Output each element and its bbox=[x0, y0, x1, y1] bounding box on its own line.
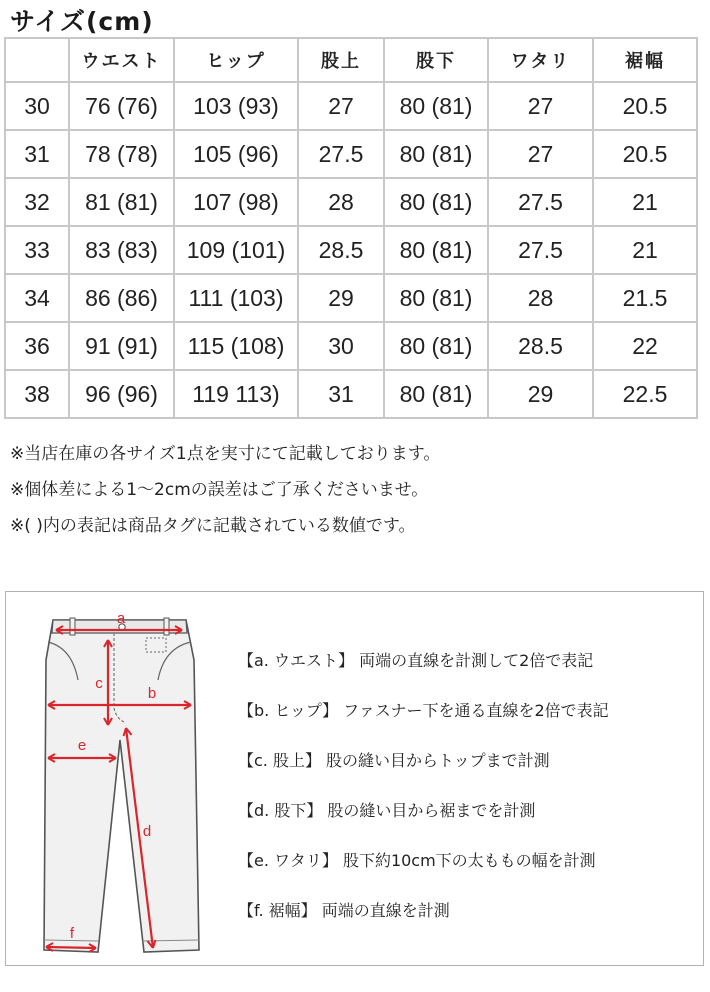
table-cell: 86 (86) bbox=[70, 275, 173, 321]
table-row bbox=[6, 83, 696, 129]
note-line: ※個体差による1〜2cmの誤差はご了承くださいませ。 bbox=[10, 480, 429, 500]
table-cell: 80 (81) bbox=[385, 371, 487, 417]
header-cell bbox=[6, 39, 68, 81]
size-label-cell: 33 bbox=[6, 227, 68, 273]
table-cell: 119 113) bbox=[175, 371, 297, 417]
measure-label-f: f bbox=[69, 925, 75, 942]
legend-item-hem: 【f. 裾幅】 両端の直線を計測 bbox=[238, 901, 450, 920]
table-cell: 21 bbox=[594, 227, 696, 273]
size-label-cell: 38 bbox=[6, 371, 68, 417]
note-line: ※当店在庫の各サイズ1点を実寸にて記載しております。 bbox=[10, 444, 441, 464]
table-cell: 27 bbox=[299, 83, 383, 129]
table-row bbox=[6, 371, 696, 417]
table-cell: 81 (81) bbox=[70, 179, 173, 225]
size-label-cell: 34 bbox=[6, 275, 68, 321]
measure-label-a: a bbox=[116, 610, 126, 627]
table-cell: 30 bbox=[299, 323, 383, 369]
table-cell: 103 (93) bbox=[175, 83, 297, 129]
legend-item-waist: 【a. ウエスト】 両端の直線を計測して2倍で表記 bbox=[238, 651, 594, 670]
table-cell: 80 (81) bbox=[385, 83, 487, 129]
table-header-row bbox=[6, 39, 696, 81]
table-cell: 83 (83) bbox=[70, 227, 173, 273]
note-line: ※( )内の表記は商品タグに記載されている数値です。 bbox=[10, 516, 416, 536]
page-title: サイズ(cm) bbox=[10, 7, 154, 36]
table-row bbox=[6, 275, 696, 321]
table-cell: 80 (81) bbox=[385, 179, 487, 225]
pants-diagram-icon bbox=[36, 600, 206, 960]
measure-label-d: d bbox=[142, 823, 152, 840]
table-row bbox=[6, 227, 696, 273]
header-cell-hem: 裾幅 bbox=[594, 39, 696, 81]
table-cell: 76 (76) bbox=[70, 83, 173, 129]
table-cell: 28.5 bbox=[299, 227, 383, 273]
table-cell: 105 (96) bbox=[175, 131, 297, 177]
table-cell: 27.5 bbox=[489, 227, 592, 273]
table-cell: 27 bbox=[489, 131, 592, 177]
table-cell: 80 (81) bbox=[385, 323, 487, 369]
table-cell: 109 (101) bbox=[175, 227, 297, 273]
table-cell: 78 (78) bbox=[70, 131, 173, 177]
table-cell: 80 (81) bbox=[385, 131, 487, 177]
measurement-legend bbox=[238, 648, 609, 948]
header-cell-waist: ウエスト bbox=[70, 39, 173, 81]
size-label-cell: 31 bbox=[6, 131, 68, 177]
table-cell: 107 (98) bbox=[175, 179, 297, 225]
header-cell-thigh: ワタリ bbox=[489, 39, 592, 81]
measure-label-b: b bbox=[147, 685, 157, 702]
legend-item-hip: 【b. ヒップ】 ファスナー下を通る直線を2倍で表記 bbox=[238, 701, 609, 720]
table-cell: 28.5 bbox=[489, 323, 592, 369]
legend-item-thigh: 【e. ワタリ】 股下約10cm下の太ももの幅を計測 bbox=[238, 851, 596, 870]
table-cell: 27.5 bbox=[299, 131, 383, 177]
measurement-guide bbox=[5, 591, 704, 966]
pants-outline bbox=[44, 620, 199, 952]
legend-item-rise: 【c. 股上】 股の縫い目からトップまで計測 bbox=[238, 751, 550, 770]
header-cell-inseam: 股下 bbox=[385, 39, 487, 81]
table-cell: 20.5 bbox=[594, 83, 696, 129]
table-cell: 27 bbox=[489, 83, 592, 129]
table-cell: 28 bbox=[299, 179, 383, 225]
table-cell: 27.5 bbox=[489, 179, 592, 225]
table-cell: 22.5 bbox=[594, 371, 696, 417]
table-cell: 80 (81) bbox=[385, 275, 487, 321]
measure-label-c: c bbox=[95, 675, 103, 692]
table-cell: 29 bbox=[489, 371, 592, 417]
size-label-cell: 36 bbox=[6, 323, 68, 369]
table-cell: 20.5 bbox=[594, 131, 696, 177]
table-cell: 96 (96) bbox=[70, 371, 173, 417]
table-row bbox=[6, 179, 696, 225]
size-label-cell: 32 bbox=[6, 179, 68, 225]
measure-label-e: e bbox=[77, 737, 87, 754]
notes bbox=[10, 436, 440, 544]
table-cell: 31 bbox=[299, 371, 383, 417]
table-row bbox=[6, 131, 696, 177]
table-cell: 28 bbox=[489, 275, 592, 321]
belt-loop bbox=[164, 618, 169, 635]
size-label-cell: 30 bbox=[6, 83, 68, 129]
header-cell-hip: ヒップ bbox=[175, 39, 297, 81]
table-row bbox=[6, 323, 696, 369]
measure-line-f bbox=[46, 947, 96, 948]
table-cell: 80 (81) bbox=[385, 227, 487, 273]
table-cell: 21.5 bbox=[594, 275, 696, 321]
table-cell: 91 (91) bbox=[70, 323, 173, 369]
size-table bbox=[4, 37, 698, 419]
legend-item-inseam: 【d. 股下】 股の縫い目から裾までを計測 bbox=[238, 801, 536, 820]
table-cell: 21 bbox=[594, 179, 696, 225]
table-cell: 115 (108) bbox=[175, 323, 297, 369]
belt-loop bbox=[70, 618, 75, 635]
table-cell: 111 (103) bbox=[175, 275, 297, 321]
header-cell-rise: 股上 bbox=[299, 39, 383, 81]
table-cell: 29 bbox=[299, 275, 383, 321]
table-cell: 22 bbox=[594, 323, 696, 369]
